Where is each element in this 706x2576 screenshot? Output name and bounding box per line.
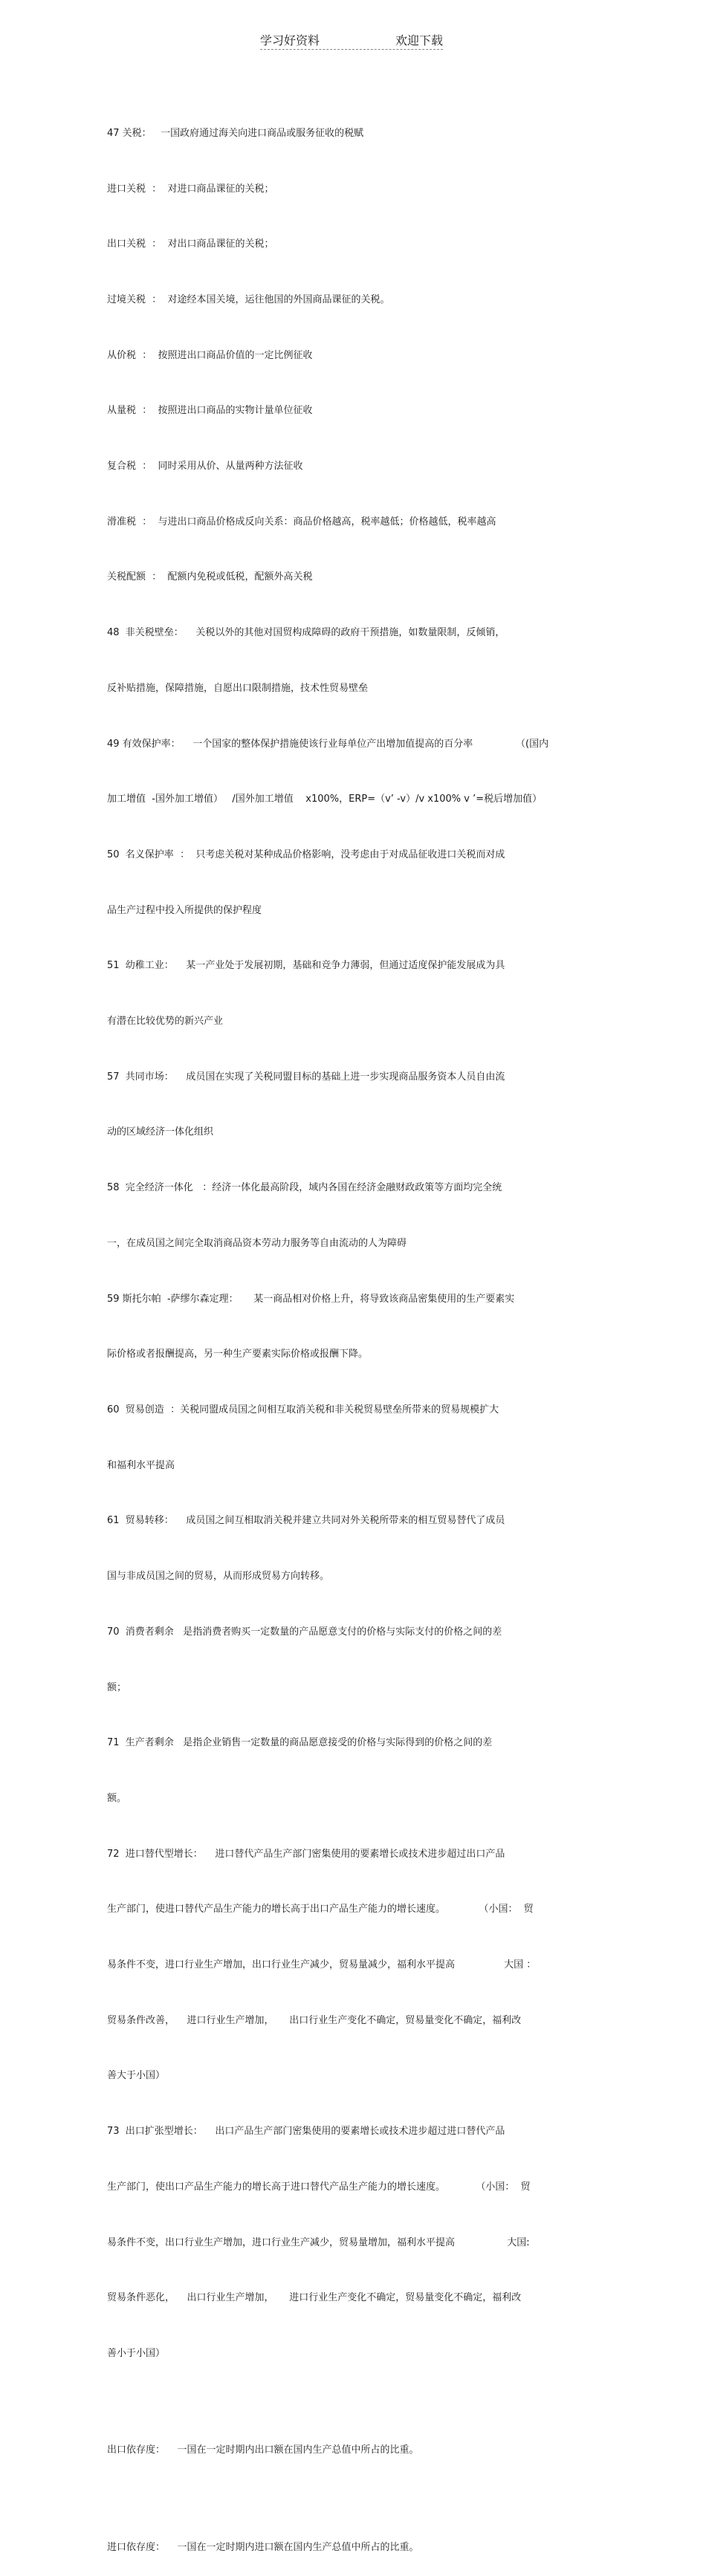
text-line: 国与非成员国之间的贸易，从而形成贸易方向转移。 xyxy=(107,1571,330,1583)
text-line: 72 进口替代型增长： 进口替代产品生产部门密集使用的要素增长或技术进步超过出口产品 xyxy=(107,1848,505,1860)
text-line: 71 生产者剩余 是指企业销售一定数量的商品愿意接受的价格与实际得到的价格之间的差 xyxy=(107,1737,493,1749)
text-line: 动的区域经济一体化组织 xyxy=(107,1126,214,1138)
text-line: 49 有效保护率： 一个国家的整体保护措施使该行业每单位产出增加值提高的百分率 （(国内 xyxy=(107,738,549,750)
text-line: 际价格或者报酬提高，另一种生产要素实际价格或报酬下降。 xyxy=(107,1349,369,1360)
text-line: 易条件不变，进口行业生产增加，出口行业生产减少，贸易量减少，福利水平提高 大国 ： xyxy=(107,1959,537,1971)
text-line: 59 斯托尔帕 -萨缪尔森定理： 某一商品相对价格上升，将导致该商品密集使用的生产要素实 xyxy=(107,1293,515,1305)
text-line: 50 名义保护率 ： 只考虑关税对某种成品价格影响，没考虑由于对成品征收进口关税而对成 xyxy=(107,849,505,860)
text-line: 进口关税 ： 对进口商品课征的关税； xyxy=(107,183,274,195)
text-line: 复合税 ： 同时采用从价、从量两种方法征收 xyxy=(107,461,303,473)
text-line: 51 幼稚工业： 某一产业处于发展初期，基础和竞争力薄弱，但通过适度保护能发展成为具 xyxy=(107,960,505,972)
text-line: 有潜在比较优势的新兴产业 xyxy=(107,1016,224,1028)
text-line: 加工增值 -国外加工增值） /国外加工增值 x100%，ERP=（v’ -v）/v x100% v ’=税后增加值） xyxy=(107,794,543,805)
text-line: 57 共同市场： 成员国在实现了关税同盟目标的基础上进一步实现商品服务资本人员自由流 xyxy=(107,1071,505,1083)
text-line: 关税配额 ： 配额内免税或低税，配额外高关税 xyxy=(107,571,313,583)
text-line: 生产部门，使出口产品生产能力的增长高于进口替代产品生产能力的增长速度。 （小国： 贸 xyxy=(107,2181,531,2193)
text-line: 进口依存度： 一国在一定时期内进口额在国内生产总值中所占的比重。 xyxy=(107,2541,419,2553)
text-line: 易条件不变，出口行业生产增加，进口行业生产减少，贸易量增加，福利水平提高 大国: xyxy=(107,2236,530,2248)
text-line: 滑准税 ： 与进出口商品价格成反向关系：商品价格越高，税率越低；价格越低，税率越高 xyxy=(107,516,496,528)
text-line: 从量税 ： 按照进出口商品的实物计量单位征收 xyxy=(107,405,313,417)
text-line: 反补贴措施，保障措施，自愿出口限制措施，技术性贸易壁垒 xyxy=(107,682,369,694)
document-body xyxy=(107,88,605,2576)
text-line: 58 完全经济一体化 ：经济一体化最高阶段，域内各国在经济金融财政政策等方面均完全统 xyxy=(107,1182,502,1194)
text-line: 60 贸易创造 ：关税同盟成员国之间相互取消关税和非关税贸易壁垒所带来的贸易规模扩大 xyxy=(107,1404,499,1415)
text-line: 61 贸易转移： 成员国之间互相取消关税并建立共同对外关税所带来的相互贸易替代了成员 xyxy=(107,1515,505,1527)
text-line: 和福利水平提高 xyxy=(107,1459,175,1471)
text-line: 48 非关税壁垒： 关税以外的其他对国贸构成障碍的政府干预措施，如数量限制，反倾销， xyxy=(107,627,505,639)
text-line: 贸易条件恶化， 出口行业生产增加， 进口行业生产变化不确定，贸易量变化不确定，福利改 xyxy=(107,2292,522,2304)
text-line: 额。 xyxy=(107,1792,127,1804)
text-line: 70 消费者剩余 是指消费者购买一定数量的产品愿意支付的价格与实际支付的价格之间的差 xyxy=(107,1626,502,1638)
text-line: 善小于小国） xyxy=(107,2347,166,2359)
text-line: 品生产过程中投入所提供的保护程度 xyxy=(107,904,262,916)
text-line: 47 关税： 一国政府通过海关向进口商品或服务征收的税赋 xyxy=(107,127,364,139)
text-line: 善大于小国） xyxy=(107,2070,166,2082)
text-line: 出口依存度： 一国在一定时期内出口额在国内生产总值中所占的比重。 xyxy=(107,2444,419,2456)
text-line: 贸易条件改善， 进口行业生产增加， 出口行业生产变化不确定，贸易量变化不确定，福利改 xyxy=(107,2014,522,2026)
text-line: 过境关税 ： 对途经本国关境，运往他国的外国商品课征的关税。 xyxy=(107,293,390,305)
text-line: 从价税 ： 按照进出口商品价值的一定比例征收 xyxy=(107,349,313,361)
text-line: 一，在成员国之间完全取消商品资本劳动力服务等自由流动的人为障碍 xyxy=(107,1237,407,1249)
text-line: 额； xyxy=(107,1681,127,1693)
header-right-text: 欢迎下载 xyxy=(395,33,443,48)
header-left-text: 学习好资料 xyxy=(260,33,320,48)
text-line: 出口关税 ： 对出口商品课征的关税； xyxy=(107,239,274,250)
page-header xyxy=(260,30,443,50)
text-line: 73 出口扩张型增长： 出口产品生产部门密集使用的要素增长或技术进步超过进口替代产品 xyxy=(107,2126,505,2138)
text-line: 生产部门，使进口替代产品生产能力的增长高于出口产品生产能力的增长速度。 （小国： 贸 xyxy=(107,1904,534,1915)
